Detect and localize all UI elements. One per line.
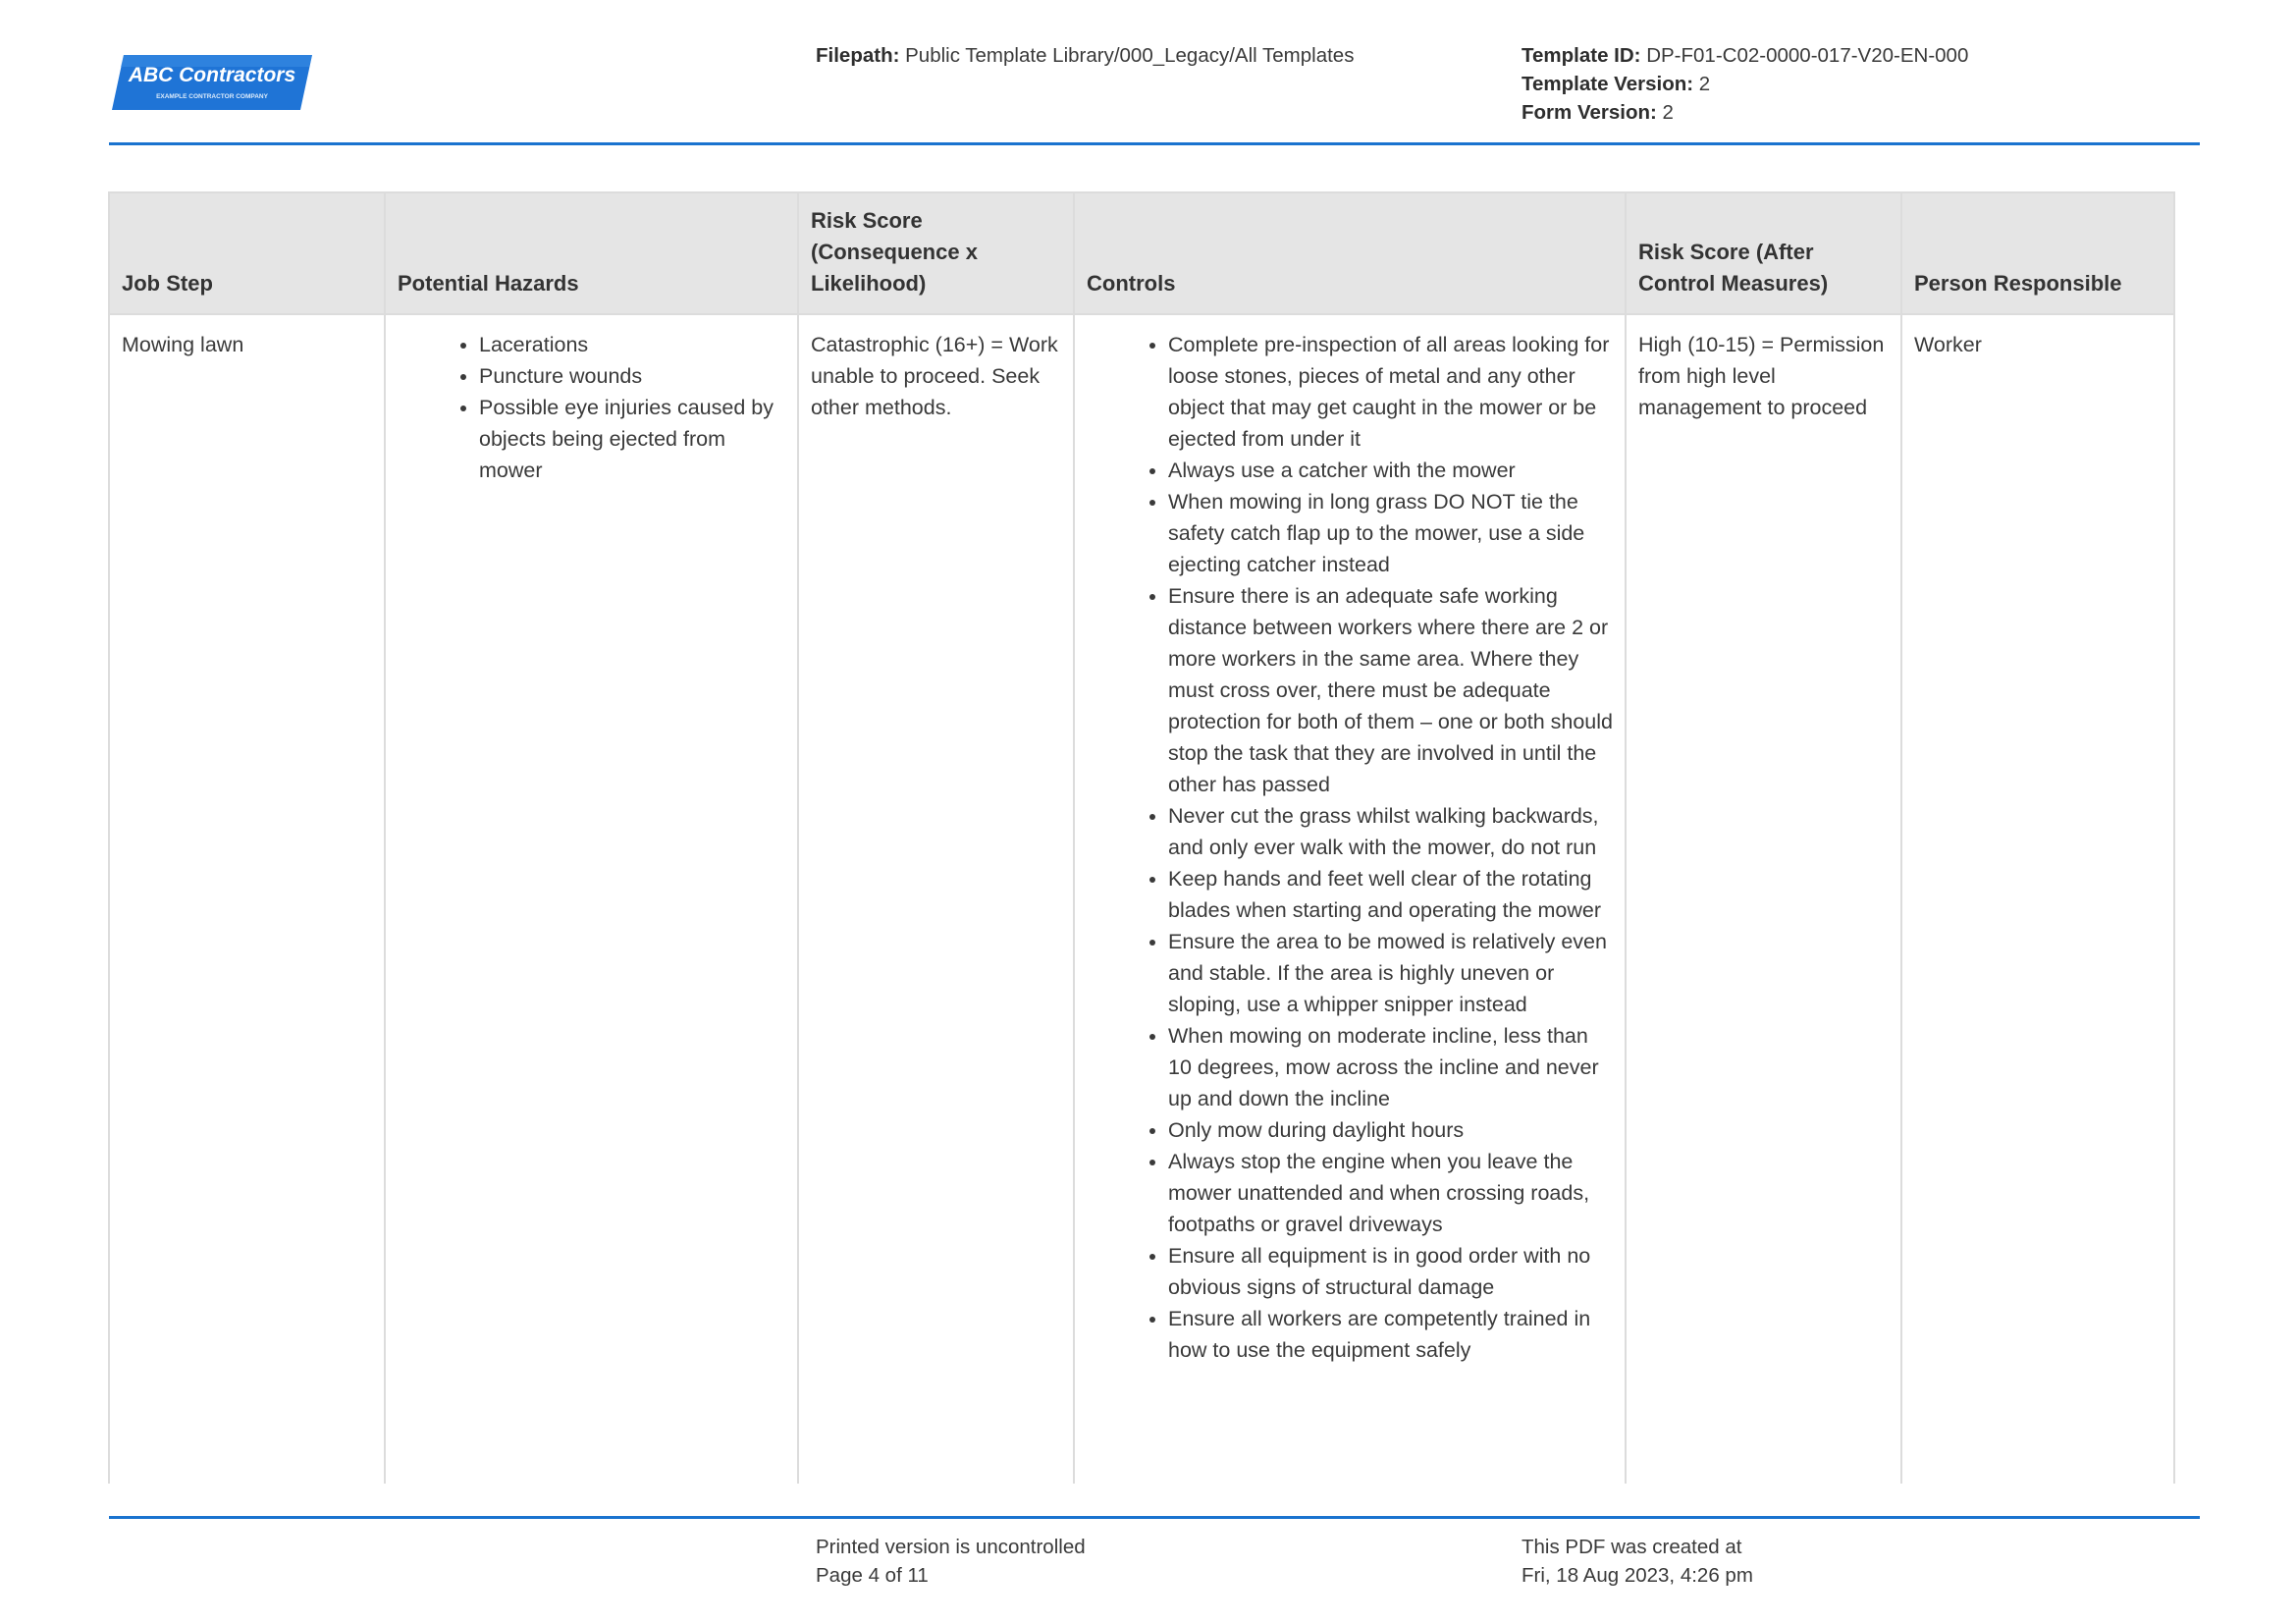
column-header-controls: Controls [1074, 192, 1626, 314]
page-header [0, 0, 2296, 144]
control-item: • Never cut the grass whilst walking backwards, and only ever walk with the mower, do not run [1168, 800, 1613, 863]
form-version-label: Form Version: [1522, 101, 1657, 124]
cell-job-step: Mowing lawn [109, 314, 385, 1484]
header-divider [109, 142, 2200, 145]
hazard-item: • Lacerations [479, 329, 785, 360]
column-header-person-responsible: Person Responsible [1901, 192, 2174, 314]
filepath-value: Public Template Library/000_Legacy/All Templates [905, 44, 1355, 67]
controls-list [1087, 329, 1613, 1366]
form-version [1522, 98, 1968, 127]
cell-potential-hazards [385, 314, 798, 1484]
cell-risk-score: Catastrophic (16+) = Work unable to proceed. Seek other methods. [798, 314, 1074, 1484]
control-item: • Always use a catcher with the mower [1168, 455, 1613, 486]
control-item: • When mowing in long grass DO NOT tie the safety catch flap up to the mower, use a side ejecting catcher instead [1168, 486, 1613, 580]
column-header-risk-score: Risk Score (Consequence x Likelihood) [798, 192, 1074, 314]
company-logo [110, 53, 316, 112]
cell-person-responsible: Worker [1901, 314, 2174, 1484]
control-item: • Ensure there is an adequate safe working distance between workers where there are 2 or more workers in the same area. Where they must cross over, there must be adequate protection for both of them – one or both should stop the task that they are involved in until the other has passed [1168, 580, 1613, 800]
control-item: • Always stop the engine when you leave the mower unattended and when crossing roads, footpaths or gravel driveways [1168, 1146, 1613, 1240]
control-item: • When mowing on moderate incline, less than 10 degrees, mow across the incline and never up and down the incline [1168, 1020, 1613, 1114]
template-meta [1522, 41, 1968, 127]
cell-risk-score-after: High (10-15) = Permission from high level management to proceed [1626, 314, 1901, 1484]
hazards-list [398, 329, 785, 486]
control-item: • Ensure the area to be mowed is relatively even and stable. If the area is highly uneven or sloping, use a whipper snipper instead [1168, 926, 1613, 1020]
logo-name: ABC Contractors [128, 64, 296, 86]
control-item: • Only mow during daylight hours [1168, 1114, 1613, 1146]
column-header-job-step: Job Step [109, 192, 385, 314]
column-header-risk-score-after: Risk Score (After Control Measures) [1626, 192, 1901, 314]
page-number: Page 4 of 11 [816, 1564, 929, 1587]
control-item: • Ensure all workers are competently trained in how to use the equipment safely [1168, 1303, 1613, 1366]
table-row [109, 314, 2174, 1484]
form-version-value: 2 [1662, 101, 1674, 124]
risk-assessment-table-container [108, 191, 2173, 1479]
uncontrolled-notice: Printed version is uncontrolled [816, 1536, 1086, 1558]
control-item: • Ensure all equipment is in good order with no obvious signs of structural damage [1168, 1240, 1613, 1303]
risk-assessment-table [108, 191, 2175, 1484]
hazard-item: • Possible eye injuries caused by objects being ejected from mower [479, 392, 785, 486]
logo-tagline: EXAMPLE CONTRACTOR COMPANY [156, 93, 268, 100]
template-id [1522, 41, 1968, 70]
template-id-label: Template ID: [1522, 44, 1641, 67]
footer-right [1522, 1533, 1753, 1590]
hazard-item: • Puncture wounds [479, 360, 785, 392]
control-item: • Complete pre-inspection of all areas looking for loose stones, pieces of metal and any other object that may get caught in the mower or be ejected from under it [1168, 329, 1613, 455]
created-timestamp: Fri, 18 Aug 2023, 4:26 pm [1522, 1564, 1753, 1587]
created-label: This PDF was created at [1522, 1536, 1742, 1558]
cell-controls [1074, 314, 1626, 1484]
table-header-row [109, 192, 2174, 314]
footer-left [816, 1533, 1086, 1590]
control-item: • Keep hands and feet well clear of the rotating blades when starting and operating the mower [1168, 863, 1613, 926]
template-id-value: DP-F01-C02-0000-017-V20-EN-000 [1646, 44, 1969, 67]
template-version-label: Template Version: [1522, 73, 1694, 95]
template-version-value: 2 [1698, 73, 1711, 95]
column-header-potential-hazards: Potential Hazards [385, 192, 798, 314]
filepath [816, 41, 1354, 71]
template-version [1522, 70, 1968, 98]
footer-divider [109, 1516, 2200, 1519]
filepath-label: Filepath: [816, 44, 900, 67]
